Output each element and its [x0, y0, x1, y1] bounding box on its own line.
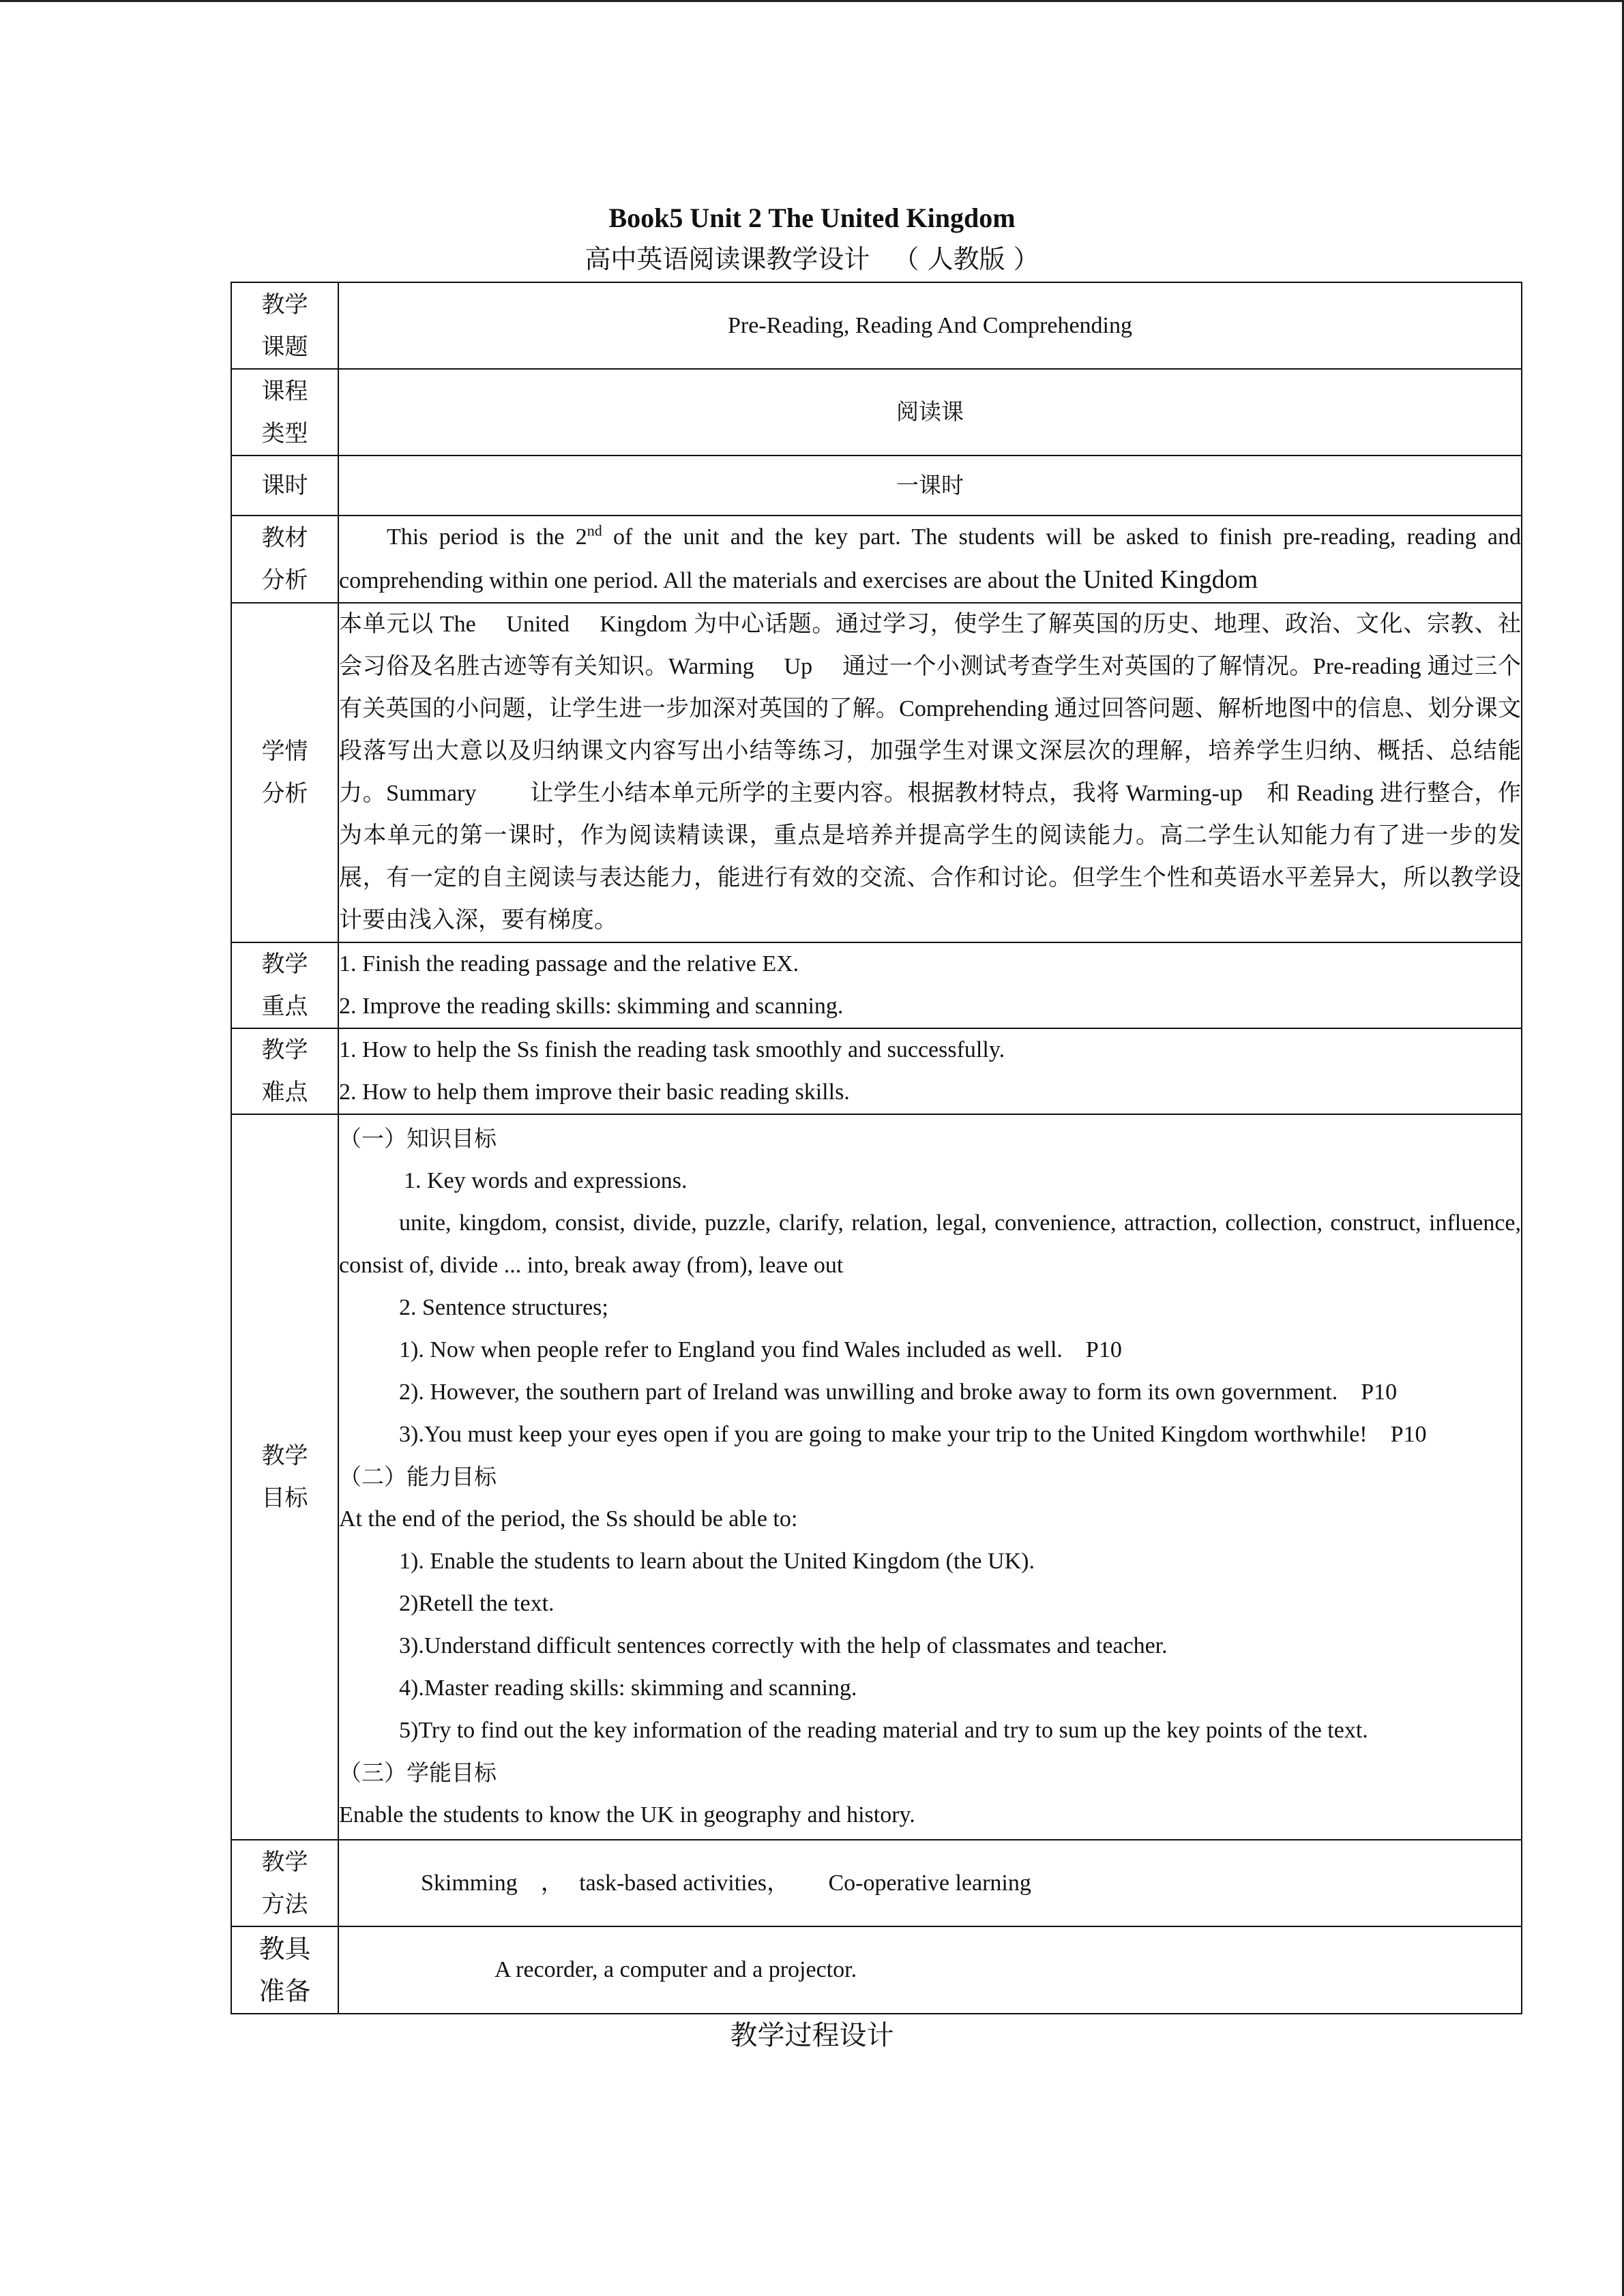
label-methods: 教学 方法: [231, 1840, 338, 1926]
list-item: 5)Try to find out the key information of the reading material and try to sum up the key points of the text.: [399, 1718, 1368, 1743]
topic-value: Pre-Reading, Reading And Comprehending: [338, 282, 1522, 369]
key-words-list: unite, kingdom, consist, divide, puzzle, clarify, relation, legal, convenience, attraction, collection, construct, influence, consist of, divide ... into, break away (from), leave out: [339, 1210, 1521, 1278]
list-item: 1. How to help the Ss finish the reading task smoothly and successfully.: [339, 1037, 1005, 1062]
row-methods: [231, 1840, 1522, 1926]
label-tools: 教具 准备: [231, 1926, 338, 2014]
row-objectives: [231, 1114, 1522, 1840]
list-item: 2). However, the southern part of Ireland was unwilling and broke away to form its own government. P10: [399, 1380, 1398, 1405]
row-period: [231, 456, 1522, 516]
ability-intro: At the end of the period, the Ss should be able to:: [339, 1506, 798, 1532]
process-design-heading: 教学过程设计: [730, 2020, 894, 2051]
label-analysis: 学情 分析: [231, 603, 338, 942]
focus-list: [338, 942, 1522, 1028]
learning-objectives-text: Enable the students to know the UK in geography and history.: [339, 1802, 915, 1828]
row-topic: [231, 282, 1522, 369]
knowledge-objectives-heading: （一）知识目标: [339, 1125, 497, 1152]
method-item: Co-operative learning: [828, 1870, 1031, 1896]
sentence-structures-heading: 2. Sentence structures;: [399, 1295, 608, 1320]
period-value: 一课时: [338, 456, 1522, 516]
row-analysis: [231, 603, 1522, 942]
row-difficulty: [231, 1028, 1522, 1114]
list-item: 4).Master reading skills: skimming and scanning.: [399, 1675, 857, 1701]
label-focus: 教学 重点: [231, 942, 338, 1028]
list-item: 2)Retell the text.: [399, 1591, 555, 1616]
document-subtitle: [0, 240, 1624, 278]
type-value: 阅读课: [338, 369, 1522, 456]
ability-objectives-heading: （二）能力目标: [339, 1463, 497, 1490]
key-words-heading: 1. Key words and expressions.: [404, 1168, 688, 1193]
label-period: 课时: [231, 456, 338, 516]
row-type: [231, 369, 1522, 456]
page-top-border: [0, 0, 1624, 2]
list-item: 2. Improve the reading skills: skimming and scanning.: [339, 994, 844, 1019]
label-type: 课程 类型: [231, 369, 338, 456]
learning-objectives-heading: （三）学能目标: [339, 1759, 497, 1786]
list-item: 3).You must keep your eyes open if you are going to make your trip to the United Kingdom worthwhile! P10: [399, 1422, 1427, 1447]
label-topic: 教学 课题: [231, 282, 338, 369]
row-focus: [231, 942, 1522, 1028]
list-item: 3).Understand difficult sentences correctly with the help of classmates and teacher.: [399, 1633, 1168, 1658]
publisher-note: （ 人教版 ）: [893, 244, 1039, 274]
objectives-content: [338, 1114, 1522, 1840]
list-item: 1. Finish the reading passage and the relative EX.: [339, 951, 799, 976]
difficulty-list: [338, 1028, 1522, 1114]
methods-list: [338, 1840, 1522, 1926]
method-item: task-based activities，: [579, 1870, 790, 1896]
method-item: Skimming ，: [421, 1870, 564, 1896]
list-item: 1). Enable the students to learn about the United Kingdom (the UK).: [399, 1549, 1035, 1574]
row-tools: [231, 1926, 1522, 2014]
subtitle-text: 高中英语阅读课教学设计: [585, 244, 870, 274]
label-objectives: 教学 目标: [231, 1114, 338, 1840]
list-item: 1). Now when people refer to England you find Wales included as well. P10: [399, 1337, 1122, 1362]
list-item: 2. How to help them improve their basic reading skills.: [339, 1079, 850, 1105]
label-material: 教材 分析: [231, 516, 338, 603]
document-title: Book5 Unit 2 The United Kingdom: [608, 203, 1016, 233]
lesson-plan-table: [231, 282, 1522, 2014]
learner-analysis-text: 本单元以 The United Kingdom 为中心话题。通过学习，使学生了解英国的历史、地理、政治、文化、宗教、社会习俗及名胜古迹等有关知识。Warming Up 通过一个小测试考查学生对英国的了解情况。Pre-reading 通过三个有关英国的小问题，让学生进一步加深对英国的了解。Comprehending 通过回答问题、解析地图中的信息、划分课文段落写出大意以及归纳课文内容写出小结等练习，加强学生对课文深层次的理解，培养学生归纳、概括、总结能力。Summary 让学生小结本单元所学的主要内容。根据教材特点，我将 Warming-up 和 Reading 进行整合，作为本单元的第一课时，作为阅读精读课，重点是培养并提高学生的阅读能力。高二学生认知能力有了进一步的发展，有一定的自主阅读与表达能力，能进行有效的交流、合作和讨论。但学生个性和英语水平差异大，所以教学设计要由浅入深，要有梯度。: [338, 603, 1522, 942]
material-analysis-text: This period is the 2nd of the unit and the key part. The students will be asked to finish pre-reading, reading and comprehending within one period. All the materials and exercises are about the United Kingdom: [338, 516, 1522, 603]
label-difficulty: 教学 难点: [231, 1028, 338, 1114]
tools-value: A recorder, a computer and a projector.: [338, 1926, 1522, 2014]
row-material: [231, 516, 1522, 603]
